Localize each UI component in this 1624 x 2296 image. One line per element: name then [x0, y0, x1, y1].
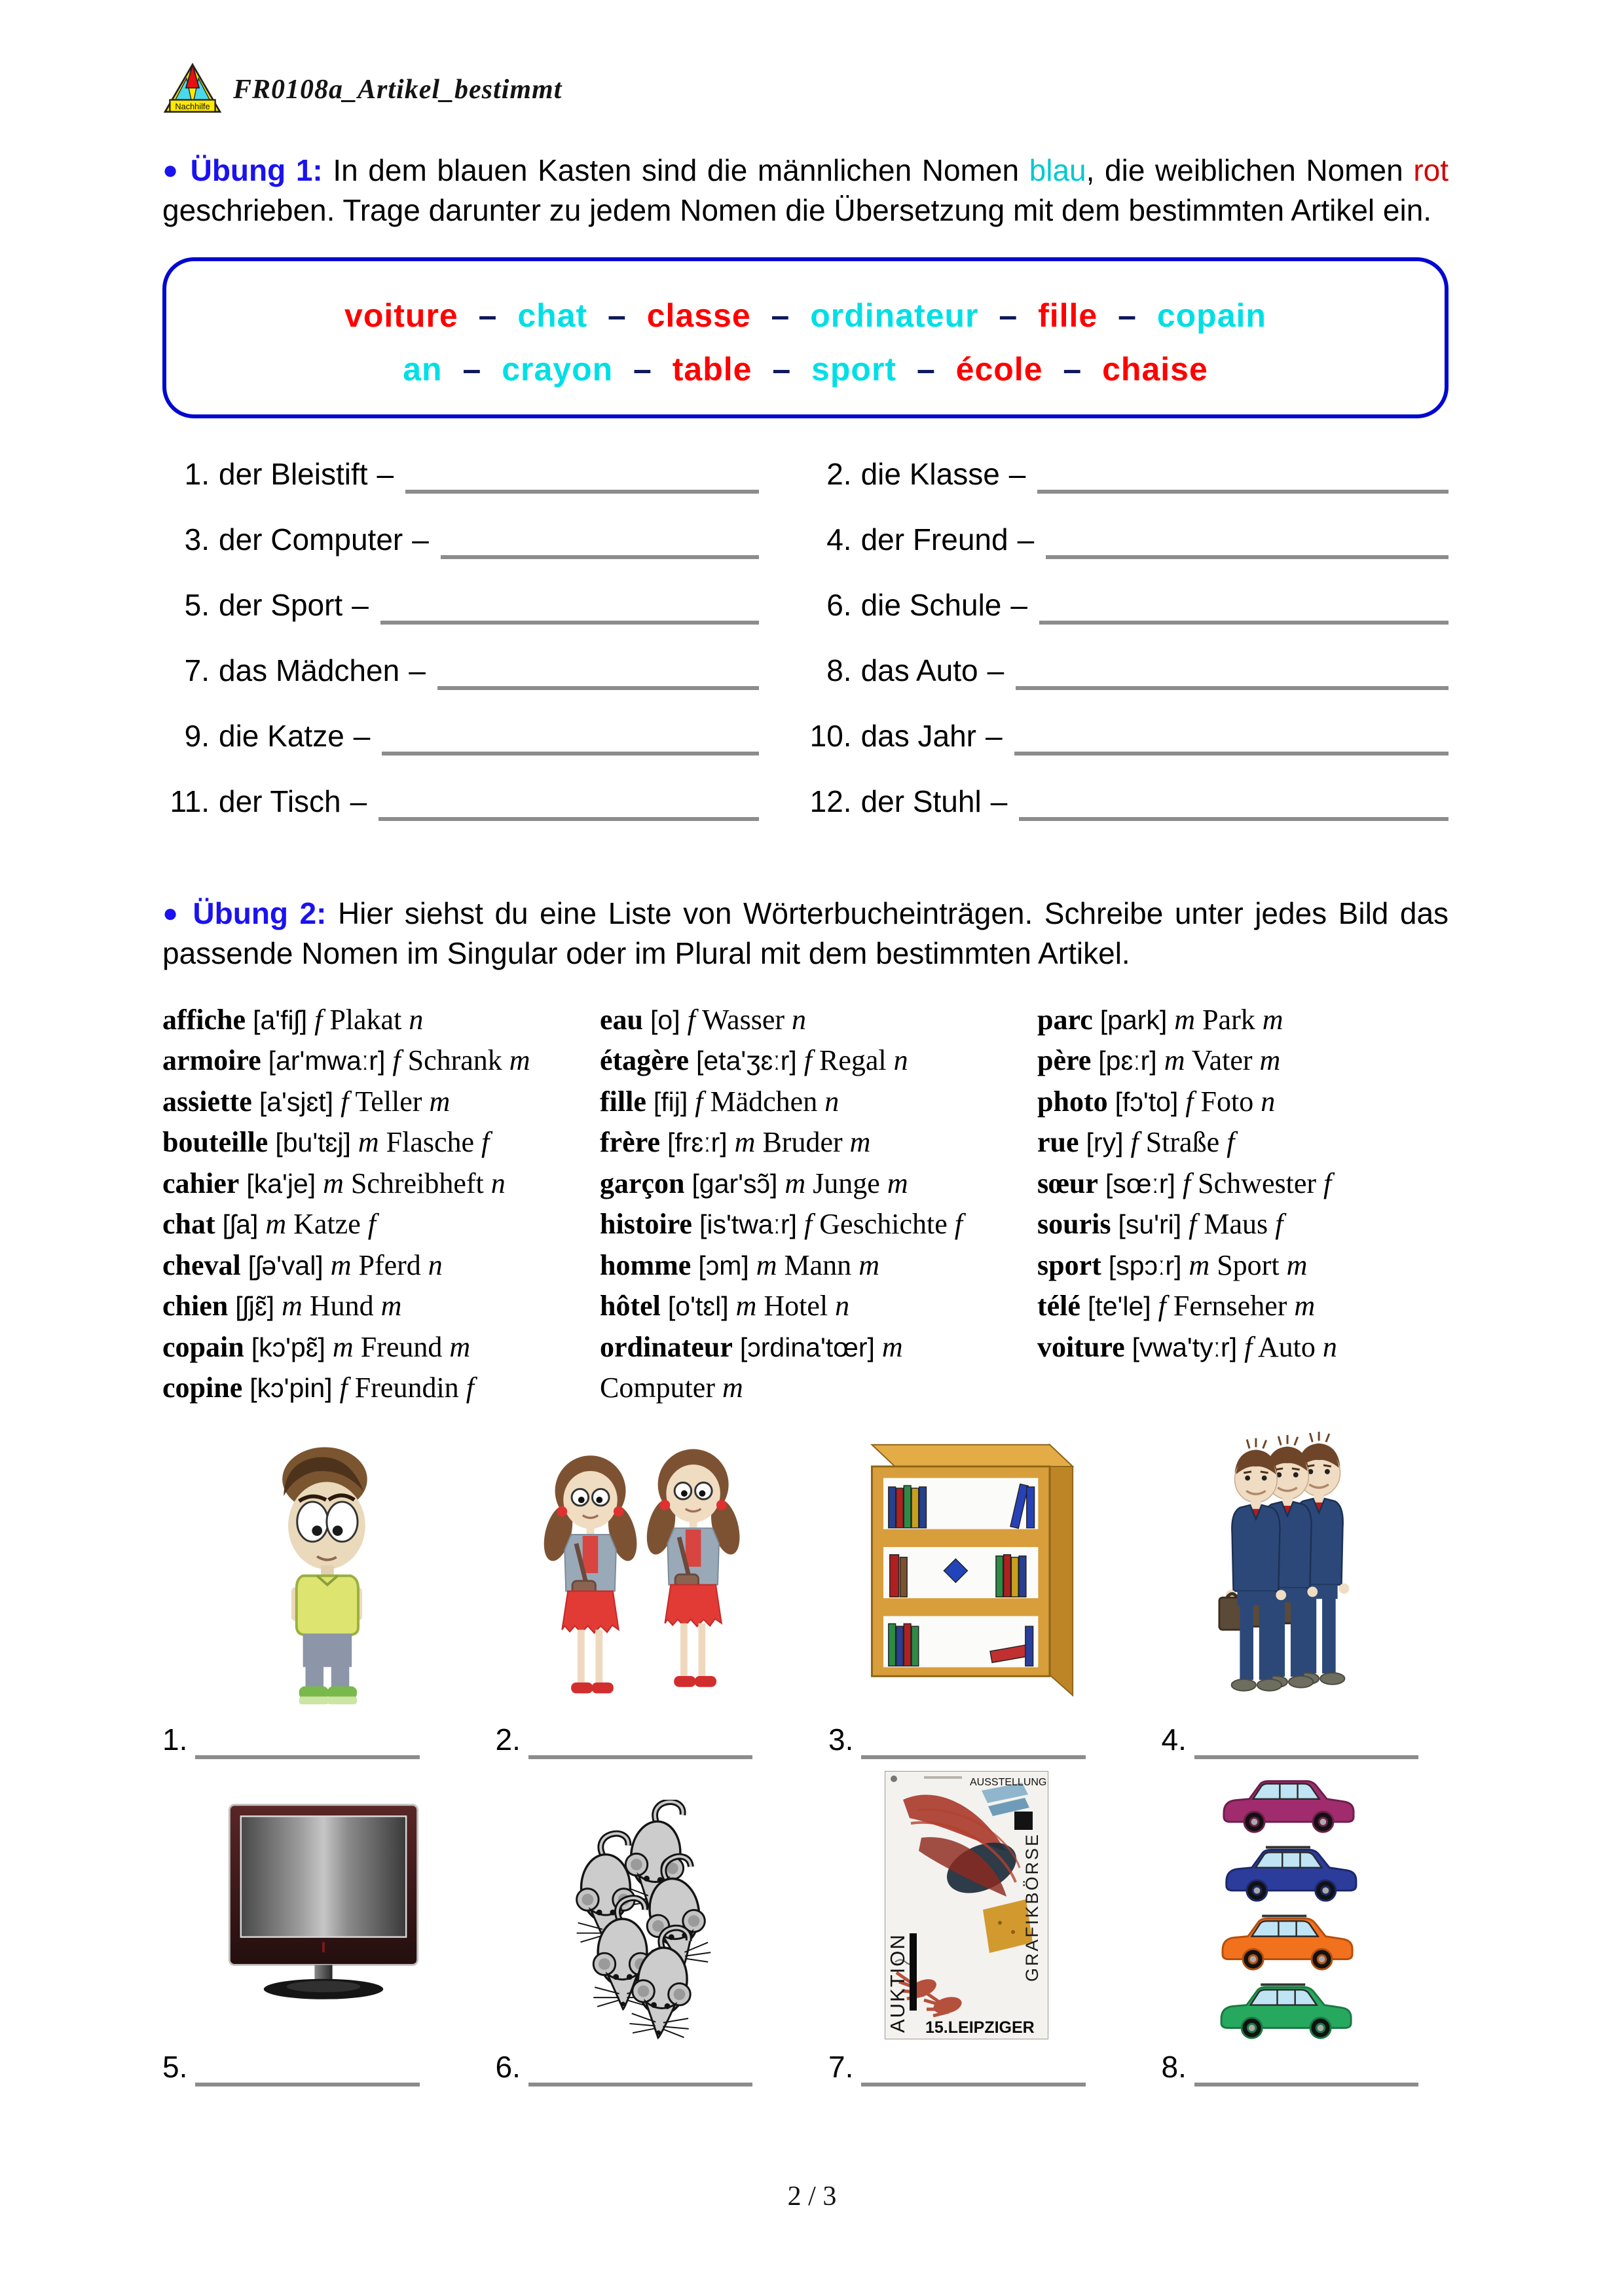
exercise1-instr-part2: , die weiblichen Nomen: [1086, 153, 1414, 187]
wordbox-word: fille: [1038, 297, 1098, 335]
entry-word: armoire: [162, 1044, 261, 1077]
entry-ipa: [pɛːr]: [1098, 1046, 1157, 1076]
item-label: das Jahr: [860, 719, 976, 754]
entry-ipa: [is'twaːr]: [699, 1209, 798, 1240]
entry-word: eau: [600, 1003, 643, 1036]
image-caption: [828, 2049, 1116, 2085]
answer-blank[interactable]: [1039, 614, 1449, 625]
dictionary-entry: cahier [ka'je] m Schreibheft n: [162, 1167, 506, 1199]
entry-ipa: [ʃa]: [222, 1209, 259, 1240]
header: [162, 0, 1449, 117]
entry-word: bouteille: [162, 1126, 268, 1159]
item-dash: –: [1010, 588, 1027, 623]
entry-word: photo: [1037, 1085, 1108, 1118]
entry-word: chat: [162, 1208, 215, 1241]
dictionary-column-1: [162, 1000, 574, 1409]
dictionary-entry: hôtel [o'tɛl] m Hotel n: [600, 1290, 850, 1322]
image-row-2: [162, 1770, 1449, 2039]
item-dash: –: [377, 457, 394, 492]
entry-word: sport: [1037, 1248, 1101, 1281]
entry-ipa: [sœːr]: [1105, 1168, 1175, 1199]
entry-gender-de: f: [466, 1372, 474, 1404]
entry-word: père: [1037, 1044, 1092, 1077]
entry-gender-fr: m: [332, 1330, 354, 1363]
item-number: 7.: [184, 653, 210, 688]
item-number: 1.: [184, 457, 210, 492]
dictionary-entry: armoire [ar'mwaːr] f Schrank m: [162, 1044, 530, 1077]
item-number: 10.: [809, 719, 852, 754]
answer-blank[interactable]: [1019, 811, 1449, 821]
list-item: [162, 784, 759, 849]
dictionary-entry: voiture [vwa'tyːr] f Auto n: [1037, 1330, 1337, 1363]
wordbox-separator: –: [468, 297, 507, 335]
entry-gender-de: n: [835, 1290, 850, 1322]
word-box: [162, 257, 1449, 418]
dictionary-entry: rue [ry] f Straße f: [1037, 1126, 1235, 1159]
exercise1-list: [162, 456, 1449, 849]
list-item: [162, 522, 759, 587]
caption-number: 5.: [162, 2049, 188, 2084]
wordbox-word: voiture: [344, 297, 458, 335]
answer-blank[interactable]: [1014, 745, 1449, 756]
answer-blank[interactable]: [195, 1749, 419, 1759]
entry-word: assiette: [162, 1085, 252, 1118]
list-item: [162, 653, 759, 718]
entry-gender-de: m: [380, 1290, 402, 1322]
three-men-image: [1196, 1429, 1380, 1712]
entry-word: garçon: [600, 1167, 685, 1199]
entry-gender-fr: f: [341, 1085, 349, 1118]
entry-gender-de: m: [429, 1085, 451, 1118]
entry-ipa: [o'tɛl]: [667, 1291, 729, 1322]
dictionary-entry: télé [te'le] f Fernseher m: [1037, 1290, 1316, 1322]
answer-blank[interactable]: [1194, 1749, 1418, 1759]
entry-gender-fr: f: [803, 1044, 813, 1077]
exercise1-instr-part3: geschrieben. Trage darunter zu jedem Nomen die Übersetzung mit dem bestimmten Artikel ein.: [162, 192, 1432, 227]
entry-ipa: [fɔ'to]: [1115, 1086, 1179, 1117]
entry-word: copain: [162, 1330, 244, 1363]
entry-word: frère: [600, 1126, 660, 1159]
dictionary-entry: fille [fij] f Mädchen n: [600, 1085, 840, 1118]
item-label: der Bleistift: [219, 457, 368, 492]
item-dash: –: [409, 653, 426, 688]
dictionary-column-3: [1037, 1000, 1449, 1409]
entry-gender-fr: f: [1244, 1330, 1253, 1363]
entry-gender-de: m: [449, 1330, 471, 1363]
entry-gender-de: n: [490, 1167, 506, 1199]
entry-gender-de: m: [1286, 1248, 1308, 1281]
item-label: die Schule: [860, 588, 1002, 623]
answer-blank[interactable]: [378, 811, 758, 821]
wordbox-separator: –: [1108, 297, 1147, 335]
entry-word: ordinateur: [600, 1330, 733, 1363]
item-label: der Tisch: [219, 784, 341, 819]
exercise2-title: Übung 2:: [193, 896, 327, 931]
dictionary-entry: chat [ʃa] m Katze f: [162, 1208, 376, 1241]
list-item: [805, 718, 1449, 784]
item-dash: –: [352, 588, 369, 623]
dictionary-entry: frère [frɛːr] m Bruder m: [600, 1126, 871, 1159]
entry-gender-de: m: [1294, 1290, 1316, 1322]
entry-word: affiche: [162, 1003, 246, 1036]
image-caption: [828, 1722, 1116, 1757]
entry-gender-fr: f: [687, 1003, 695, 1036]
wordbox-word: copain: [1156, 297, 1266, 335]
entry-ipa: [kɔ'pɛ̃]: [251, 1332, 325, 1362]
item-label: der Freund: [860, 522, 1008, 557]
poster-side-label: GRAFIKBÖRSE: [1022, 1832, 1042, 1982]
word-rot: rot: [1413, 153, 1449, 187]
dictionary-entry: histoire [is'twaːr] f Geschichte f: [600, 1208, 963, 1241]
answer-blank[interactable]: [380, 614, 759, 625]
entry-ipa: [ʃjɛ̃]: [235, 1291, 275, 1322]
entry-gender-de: m: [1262, 1003, 1283, 1036]
entry-gender-de: f: [1227, 1126, 1235, 1159]
entry-gender-fr: m: [358, 1126, 379, 1159]
caption-number: 1.: [162, 1722, 188, 1757]
entry-ipa: [a'fiʃ]: [253, 1004, 308, 1035]
item-dash: –: [987, 653, 1005, 688]
dictionary-entry: copain [kɔ'pɛ̃] m Freund m: [162, 1330, 471, 1363]
item-label: das Auto: [860, 653, 978, 688]
entry-gender-fr: m: [784, 1167, 806, 1199]
dictionary-entry: père [pɛːr] m Vater m: [1037, 1044, 1281, 1077]
item-number: 5.: [184, 588, 210, 623]
entry-ipa: [te'le]: [1087, 1291, 1151, 1322]
wordbox-word: classe: [646, 297, 751, 335]
entry-gender-de: f: [481, 1126, 490, 1159]
entry-word: télé: [1037, 1290, 1080, 1322]
entry-gender-de: n: [409, 1003, 424, 1036]
entry-ipa: [ry]: [1086, 1127, 1124, 1158]
item-number: 11.: [170, 784, 210, 819]
logo-text: Nachhilfe: [175, 101, 210, 112]
entry-gender-fr: f: [1158, 1290, 1166, 1322]
item-dash: –: [990, 784, 1008, 819]
image-caption: [1162, 1722, 1449, 1757]
dictionary: [162, 1000, 1449, 1409]
list-item: [805, 522, 1449, 587]
entry-gender-de: n: [893, 1044, 908, 1077]
entry-ipa: [kɔ'pin]: [249, 1373, 333, 1404]
caption-number: 2.: [495, 1722, 521, 1757]
item-dash: –: [350, 784, 367, 819]
entry-word: rue: [1037, 1126, 1079, 1159]
wordbox-separator: –: [761, 297, 800, 335]
entry-gender-de: n: [428, 1248, 443, 1281]
entry-gender-fr: f: [1182, 1167, 1191, 1199]
entry-gender-fr: m: [1189, 1248, 1210, 1281]
exercise1-instr-part1: In dem blauen Kasten sind die männlichen Nomen: [333, 153, 1029, 187]
answer-blank[interactable]: [1194, 2076, 1418, 2086]
answer-blank[interactable]: [195, 2076, 419, 2086]
wordbox-separator: –: [452, 351, 492, 388]
television-image: [221, 1800, 426, 2016]
entry-ipa: [su'ri]: [1118, 1209, 1182, 1240]
entry-gender-fr: m: [1164, 1044, 1185, 1077]
caption-number: 4.: [1161, 1722, 1187, 1757]
entry-gender-fr: f: [339, 1372, 348, 1404]
entry-ipa: [eta'ʒɛːr]: [695, 1046, 797, 1076]
wordbox-word: école: [955, 351, 1043, 388]
entry-word: sœur: [1037, 1167, 1098, 1199]
entry-gender-de: n: [1261, 1085, 1276, 1118]
entry-word: homme: [600, 1248, 692, 1281]
poster-left-label: AUKTION: [885, 1933, 909, 2033]
wordbox-word: an: [403, 351, 443, 388]
entry-word: histoire: [600, 1208, 692, 1241]
dictionary-entry: eau [o] f Wasser n: [600, 1003, 806, 1036]
entry-gender-de: m: [509, 1044, 530, 1077]
item-number: 4.: [826, 522, 852, 557]
dictionary-entry: homme [ɔm] m Mann m: [600, 1248, 879, 1281]
entry-ipa: [ka'je]: [246, 1168, 316, 1199]
exercise2-instruction: [162, 894, 1449, 973]
caption-number: 8.: [1161, 2049, 1187, 2084]
wordbox-word: crayon: [502, 351, 614, 388]
item-number: 8.: [826, 653, 852, 688]
dictionary-entry: affiche [a'fiʃ] f Plakat n: [162, 1003, 424, 1036]
entry-ipa: [gar'sɔ̃]: [692, 1168, 778, 1199]
exercise1-instruction: [162, 151, 1449, 230]
wordbox-word: table: [672, 351, 752, 388]
dictionary-entry: assiette [a'sjɛt] f Teller m: [162, 1085, 451, 1118]
entry-ipa: [bu'tɛj]: [275, 1127, 351, 1158]
entry-gender-fr: f: [392, 1044, 401, 1077]
list-item: [162, 587, 759, 653]
entry-word: parc: [1037, 1003, 1093, 1036]
list-item: [162, 718, 759, 784]
poster-image: [884, 1771, 1049, 2039]
page-number: 2 / 3: [787, 2181, 837, 2212]
item-number: 12.: [809, 784, 852, 819]
list-item: [805, 456, 1449, 522]
bullet-icon: ●: [162, 899, 181, 928]
item-dash: –: [412, 522, 429, 557]
answer-blank[interactable]: [1037, 483, 1449, 494]
bookshelf-image: [855, 1437, 1078, 1712]
poster-bottom-label: 15.LEIPZIGER: [925, 2018, 1035, 2037]
wordbox-separator: –: [623, 351, 662, 388]
dictionary-column-2: [600, 1000, 1011, 1409]
item-number: 3.: [184, 522, 210, 557]
entry-gender-fr: m: [323, 1167, 344, 1199]
entry-gender-fr: f: [1185, 1085, 1194, 1118]
dictionary-entry: photo [fɔ'to] f Foto n: [1037, 1085, 1276, 1118]
dictionary-entry: souris [su'ri] f Maus f: [1037, 1208, 1283, 1241]
item-label: die Katze: [219, 719, 344, 754]
answer-blank[interactable]: [1016, 680, 1449, 690]
entry-gender-fr: f: [695, 1085, 703, 1118]
dictionary-entry: copine [kɔ'pin] f Freundin f: [162, 1372, 474, 1404]
entry-gender-fr: m: [756, 1248, 777, 1281]
entry-gender-fr: f: [804, 1208, 813, 1241]
entry-word: cheval: [162, 1248, 241, 1281]
item-label: das Mädchen: [219, 653, 400, 688]
exercise1-title: Übung 1:: [190, 153, 323, 187]
list-item: [805, 587, 1449, 653]
entry-gender-fr: m: [282, 1290, 303, 1322]
word-blau: blau: [1029, 153, 1086, 187]
item-label: die Klasse: [860, 457, 1000, 492]
entry-ipa: [vwa'tyːr]: [1132, 1332, 1238, 1362]
answer-blank[interactable]: [861, 1749, 1085, 1759]
entry-word: étagère: [600, 1044, 689, 1077]
entry-ipa: [spɔːr]: [1108, 1250, 1182, 1281]
wordbox-word: ordinateur: [810, 297, 979, 335]
entry-word: chien: [162, 1290, 229, 1322]
entry-gender-de: m: [887, 1167, 908, 1199]
dictionary-entry: bouteille [bu'tɛj] m Flasche f: [162, 1126, 490, 1159]
entry-word: cahier: [162, 1167, 240, 1199]
image-caption: [162, 2049, 450, 2085]
answer-blank[interactable]: [437, 680, 759, 690]
entry-gender-fr: m: [735, 1290, 757, 1322]
caption-number: 6.: [495, 2049, 521, 2084]
dictionary-entry: chien [ʃjɛ̃] m Hund m: [162, 1290, 402, 1322]
entry-word: fille: [600, 1085, 646, 1118]
word-box-line2: [179, 350, 1431, 388]
entry-gender-de: f: [954, 1208, 963, 1241]
image-caption: [1162, 2049, 1449, 2085]
answer-blank[interactable]: [861, 2076, 1085, 2086]
item-label: der Computer: [219, 522, 403, 557]
wordbox-separator: –: [1053, 351, 1092, 388]
entry-gender-de: f: [1275, 1208, 1283, 1241]
four-cars-image: [1213, 1772, 1363, 2039]
entry-word: copine: [162, 1372, 243, 1404]
entry-gender-de: m: [849, 1126, 871, 1159]
entry-ipa: [o]: [650, 1004, 680, 1035]
poster-top-label: AUSSTELLUNG: [969, 1776, 1046, 1788]
bullet-icon: ●: [162, 156, 180, 185]
item-dash: –: [1017, 522, 1035, 557]
item-dash: –: [986, 719, 1003, 754]
boy-image: [261, 1429, 386, 1712]
entry-word: voiture: [1037, 1330, 1125, 1363]
entry-gender-de: f: [367, 1208, 376, 1241]
entry-gender-de: m: [858, 1248, 879, 1281]
wordbox-separator: –: [907, 351, 946, 388]
entry-gender-fr: f: [1189, 1208, 1197, 1241]
twin-girls-image: [537, 1429, 753, 1712]
list-item: [805, 653, 1449, 718]
entry-gender-fr: m: [330, 1248, 352, 1281]
dictionary-entry: parc [park] m Park m: [1037, 1003, 1283, 1036]
dictionary-entry: sport [spɔːr] m Sport m: [1037, 1248, 1308, 1281]
mice-image: [561, 1800, 729, 2039]
entry-ipa: [a'sjɛt]: [259, 1086, 334, 1117]
wordbox-word: chaise: [1102, 351, 1208, 388]
caption-number: 3.: [828, 1722, 854, 1757]
item-label: der Stuhl: [860, 784, 982, 819]
image-caption: [162, 1722, 450, 1757]
dictionary-entry: ordinateur [ɔrdina'tœr] m Computer m: [600, 1330, 903, 1404]
item-dash: –: [353, 719, 371, 754]
item-number: 2.: [826, 457, 852, 492]
dictionary-entry: cheval [ʃə'val] m Pferd n: [162, 1248, 443, 1281]
entry-ipa: [frɛːr]: [667, 1127, 728, 1158]
wordbox-separator: –: [762, 351, 802, 388]
entry-gender-de: n: [1322, 1330, 1337, 1363]
nachhilfe-logo-icon: [162, 63, 223, 117]
list-item: [805, 784, 1449, 849]
entry-ipa: [ʃə'val]: [248, 1250, 323, 1281]
entry-gender-de: n: [824, 1085, 840, 1118]
dictionary-entry: étagère [eta'ʒɛːr] f Regal n: [600, 1044, 908, 1077]
caption-number: 7.: [828, 2049, 854, 2084]
entry-ipa: [ɔrdina'tœr]: [739, 1332, 875, 1362]
wordbox-word: chat: [517, 297, 588, 335]
caption-row-1: [162, 1712, 1449, 1767]
document-code: FR0108a_Artikel_bestimmt: [233, 75, 563, 105]
item-dash: –: [1008, 457, 1026, 492]
list-item: [162, 456, 759, 522]
entry-gender-fr: m: [881, 1330, 903, 1363]
image-caption: [496, 1722, 783, 1757]
entry-gender-de: f: [1323, 1167, 1332, 1199]
entry-word: hôtel: [600, 1290, 661, 1322]
wordbox-word: sport: [811, 351, 897, 388]
entry-gender-de: m: [722, 1372, 743, 1404]
entry-gender-fr: m: [265, 1208, 287, 1241]
word-box-line1: [179, 297, 1431, 335]
answer-blank[interactable]: [528, 1749, 752, 1759]
entry-gender-fr: m: [1174, 1003, 1196, 1036]
answer-blank[interactable]: [528, 2076, 752, 2086]
image-row-1: [162, 1421, 1449, 1712]
entry-gender-fr: m: [734, 1126, 756, 1159]
image-caption: [496, 2049, 783, 2085]
answer-blank[interactable]: [405, 483, 758, 494]
item-number: 6.: [826, 588, 852, 623]
entry-ipa: [park]: [1099, 1004, 1168, 1035]
entry-ipa: [ɔm]: [698, 1250, 749, 1281]
dictionary-entry: sœur [sœːr] f Schwester f: [1037, 1167, 1332, 1199]
exercise2-instr-text: Hier siehst du eine Liste von Wörterbucheinträgen. Schreibe unter jedes Bild das passende Nomen im Singular oder im Plural mit dem bestimmten Artikel.: [162, 896, 1449, 971]
entry-ipa: [fij]: [653, 1086, 688, 1117]
wordbox-separator: –: [989, 297, 1028, 335]
wordbox-separator: –: [598, 297, 637, 335]
entry-gender-de: n: [792, 1003, 806, 1036]
answer-blank[interactable]: [382, 745, 758, 756]
caption-row-2: [162, 2039, 1449, 2094]
item-number: 9.: [184, 719, 210, 754]
answer-blank[interactable]: [441, 549, 759, 559]
entry-gender-de: m: [1259, 1044, 1281, 1077]
answer-blank[interactable]: [1046, 549, 1449, 559]
item-label: der Sport: [219, 588, 343, 623]
entry-gender-fr: f: [1130, 1126, 1139, 1159]
dictionary-entry: garçon [gar'sɔ̃] m Junge m: [600, 1167, 908, 1199]
entry-word: souris: [1037, 1208, 1111, 1241]
entry-gender-fr: f: [314, 1003, 323, 1036]
entry-ipa: [ar'mwaːr]: [268, 1046, 386, 1076]
